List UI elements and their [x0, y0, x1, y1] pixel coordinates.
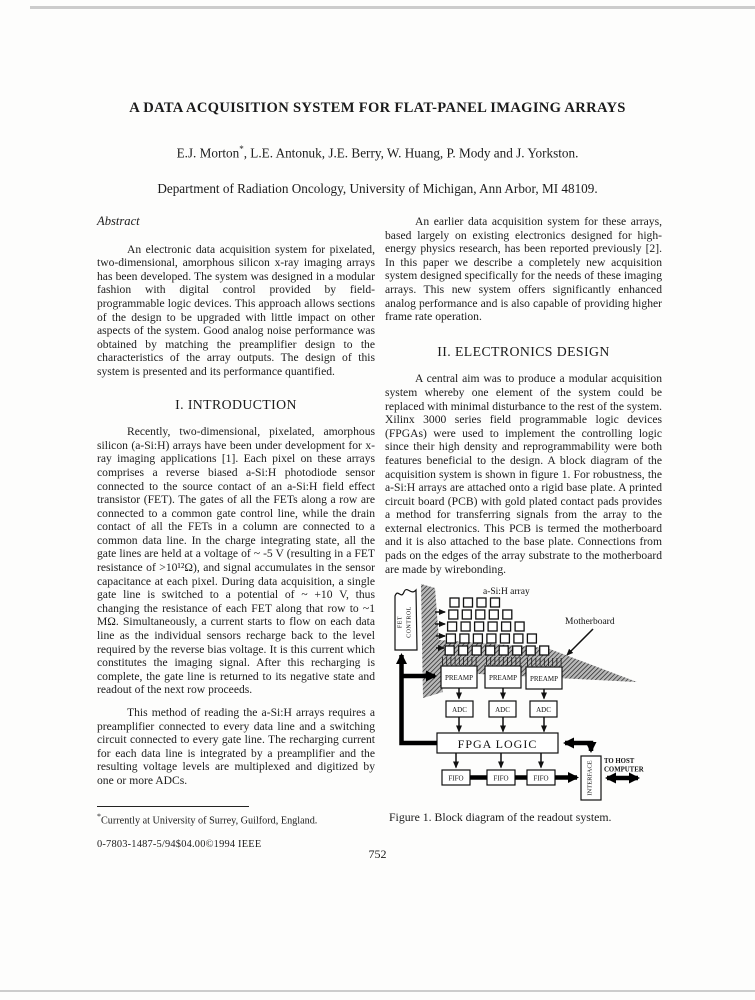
fpga-logic-label: FPGA LOGIC	[457, 737, 538, 752]
intro-paragraph-1: Recently, two-dimensional, pixelated, amorphous silicon (a-Si:H) arrays have been under development for x-ray imaging applications [1]. Each pixel on these arrays comprises a reverse biased a-Si:H photodiode sensor connected to the source contact of an a-Si:H field effect transistor (FET). The gates of all the FETs along a row are connected to a common gate control line, while the drain contact of all the FETs in a column are connected to a common data line. In the charge integrating state, all the gate lines are held at a voltage of ~ -5 V (resulting in a FET resistance of >10¹²Ω), and signal accumulates in the sensor capacitance at each pixel. During data acquisition, a single gate line is switched to a potential of ~ +10 V, thus changing the resistance of each FET along that row to ~1 MΩ. Simultaneously, a current starts to flow on each data line as the individual sensors recharge back to the level required by the reverse bias voltage. It is this current which constitutes the imaging signal. After this recharging is complete, the gate line is returned to its negative state and readout of the next row proceeds.	[97, 425, 375, 697]
array-pixel	[513, 646, 522, 655]
affiliation-line: Department of Radiation Oncology, University of Michigan, Ann Arbor, MI 48109.	[157, 181, 598, 197]
array-pixel	[475, 622, 484, 631]
scan-artifact-top	[30, 6, 755, 9]
footnote-text: Currently at University of Surrey, Guilford, England.	[101, 815, 318, 827]
motherboard-label: Motherboard	[565, 617, 615, 628]
preamp-label-1: PREAMP	[444, 674, 474, 683]
authors-rest: , L.E. Antonuk, J.E. Berry, W. Huang, P. Mody and J. Yorkston.	[243, 145, 579, 161]
array-pixel	[526, 646, 535, 655]
fifo-label-2: FIFO	[493, 774, 509, 783]
left-column	[97, 215, 375, 788]
array-pixel	[464, 598, 473, 607]
fet-control-label-fet: FET	[397, 616, 404, 629]
to-host-label-line1: TO HOST	[604, 758, 635, 766]
array-pixel	[473, 634, 482, 643]
array-pixel	[502, 622, 511, 631]
fpga-interface-bus	[565, 743, 591, 751]
array-pixel	[491, 598, 500, 607]
footnote	[97, 806, 375, 826]
array-pixel	[446, 634, 455, 643]
array-pixel	[499, 646, 508, 655]
authors-line	[60, 144, 695, 161]
design-paragraph-1: A central aim was to produce a modular acquisition system whereby one element of the system could be replaced with minimal disturbance to the rest of the system. Xilinx 3000 series field programmable logic devices (FPGAs) were used to implement the controlling logic since their high density and reprogrammability were both features beneficial to the design. A block diagram of the acquisition system is shown in figure 1. For robustness, the a-Si:H arrays are attached onto a rigid base plate. A printed circuit board (PCB) with gold plated contact pads provides a method for transferring signals from the array to the external electronics. This PCB is termed the motherboard and it is also attached to the base plate. Connections from pads on the edges of the array substrate to the motherboard are made by wirebonding.	[385, 372, 662, 576]
fet-control-box	[395, 590, 417, 650]
scan-artifact-bottom	[0, 990, 755, 992]
array-pixel	[487, 634, 496, 643]
array-pixel	[540, 646, 549, 655]
section-heading-electronics-design: II. ELECTRONICS DESIGN	[437, 343, 610, 359]
array-pixel	[472, 646, 481, 655]
array-pixel	[462, 610, 471, 619]
author-first: E.J. Morton	[176, 145, 240, 161]
adc-label-2: ADC	[495, 706, 510, 715]
preamp-label-3: PREAMP	[529, 675, 559, 684]
figure1-block-diagram	[385, 582, 662, 804]
array-pixel	[460, 634, 469, 643]
paper-header	[60, 100, 695, 197]
array-pixel	[448, 622, 457, 631]
abstract-text: An electronic data acquisition system for pixelated, two-dimensional, amorphous silicon x-ray imaging arrays has been developed. The system was designed in a modular fashion with digital control provided by field-programmable logic devices. This approach allows sections of the design to be upgraded with little impact on other aspects of the system. Good analog noise performance was obtained by matching the preamplifier design to the characteristics of the array outputs. The design of this system is presented and its performance quantified.	[97, 242, 375, 378]
array-pixel	[476, 610, 485, 619]
to-host-label-line2: COMPUTER	[604, 766, 644, 774]
motherboard-pointer-arrow	[567, 629, 593, 655]
array-pixel	[500, 634, 509, 643]
fpga-to-fifo-arrows	[456, 753, 541, 768]
fifo-boxes	[442, 770, 555, 785]
figure1-container	[385, 582, 662, 824]
array-pixel	[477, 598, 486, 607]
array-pixel	[514, 634, 523, 643]
fifo-label-3: FIFO	[533, 774, 549, 783]
page-number: 752	[368, 847, 387, 861]
copyright-line: 0-7803-1487-5/94$04.00©1994 IEEE	[97, 839, 262, 850]
array-pixel	[461, 622, 470, 631]
footnote-marker: *	[97, 812, 101, 821]
interface-label: INTERFACE	[586, 760, 594, 796]
array-label: a-Si:H array	[483, 587, 530, 598]
figure-caption: Figure 1. Block diagram of the readout system.	[389, 809, 612, 824]
array-pixel	[527, 634, 536, 643]
preamp-boxes	[441, 666, 562, 689]
footnote-rule	[97, 806, 249, 807]
array-pixel	[459, 646, 468, 655]
array-pixel	[445, 646, 454, 655]
array-pixel	[486, 646, 495, 655]
author-footnote-marker: *	[239, 144, 244, 154]
intro-paragraph-2: This method of reading the a-Si:H arrays requires a preamplifier connected to every data line and a switching circuit connected to every gate line. The recharging current for each data line is integrated by a preamplifier and the resulting voltage levels are multiplexed and digitized by one or more ADCs.	[97, 706, 375, 787]
array-pixel	[489, 610, 498, 619]
right-column	[385, 215, 662, 824]
array-pixel	[488, 622, 497, 631]
array-pixel	[449, 610, 458, 619]
page-title: A DATA ACQUISITION SYSTEM FOR FLAT-PANEL IMAGING ARRAYS	[129, 100, 626, 116]
array-pixel	[450, 598, 459, 607]
preamp-label-2: PREAMP	[488, 674, 518, 683]
array-pixel	[515, 622, 524, 631]
fet-control-label-control: CONTROL	[406, 606, 413, 639]
array-pixel	[503, 610, 512, 619]
adc-label-3: ADC	[536, 706, 551, 715]
abstract-heading: Abstract	[97, 214, 140, 228]
adc-to-fpga-arrows	[459, 717, 544, 732]
fifo-label-1: FIFO	[448, 774, 464, 783]
section-heading-introduction: I. INTRODUCTION	[175, 396, 297, 412]
adc-boxes	[446, 701, 557, 717]
prior-system-paragraph: An earlier data acquisition system for these arrays, based largely on existing electronics designed for high-energy physics research, has been reported previously [2]. In this paper we describe a completely new acquisition system designed specifically for the needs of these imaging arrays. This new system offers significantly enhanced analog performance and is also capable of providing higher frame rate operation.	[385, 215, 662, 324]
adc-label-1: ADC	[452, 706, 467, 715]
